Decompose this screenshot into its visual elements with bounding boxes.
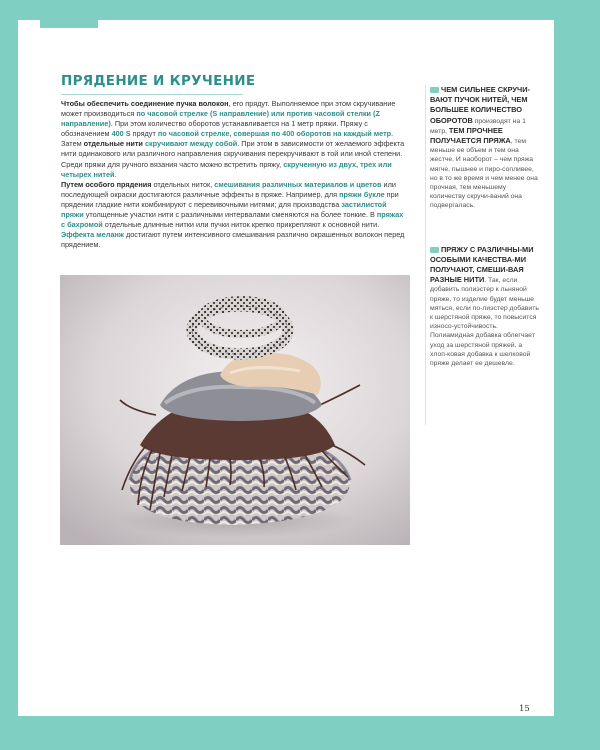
book-page <box>18 20 554 716</box>
text-run: по часовой стрелке, совершая по 400 оборотов на каждый метр <box>157 129 392 139</box>
text-run: Эффекта меланж <box>61 230 124 240</box>
sidebar-note-text <box>430 87 538 209</box>
yarn-stack-illustration <box>60 275 410 545</box>
text-run: ЧЕМ СИЛЬНЕЕ СКРУЧИ-ВАЮТ ПУЧОК НИТЕЙ, ЧЕМ БОЛЬШЕЕ КОЛИЧЕСТВО ОБОРОТОВ <box>430 85 530 125</box>
text-run: застилистой пряжи <box>61 199 387 220</box>
text-run: ПРЯЖУ С РАЗЛИЧНЫ-МИ ОСОБЫМИ КАЧЕСТВА-МИ ПОЛУЧАЮТ, СМЕШИ-ВАЯ РАЗНЫЕ НИТИ <box>430 244 534 285</box>
section-heading: ПРЯДЕНИЕ И КРУЧЕНИЕ <box>61 73 256 89</box>
text-run: по часовой стрелке (S направление) или против часовой стелки (Z направление) <box>61 109 380 129</box>
text-run: Чтобы обеспечить соединение пучка волокон <box>61 99 229 108</box>
text-run: производят на 1 метр, <box>430 117 526 135</box>
sidebar-notes <box>430 85 540 382</box>
text-run: . При этом количество оборотов устанавливается на 1 метр пряжи. Пряжу с обозначением <box>61 119 368 139</box>
text-run: отдельных ниток, <box>151 179 215 189</box>
note-marker-icon <box>430 87 439 93</box>
text-run: достигают путем интенсивного смешивания различно окрашенных волокон перед прядением. <box>61 230 405 250</box>
paragraph-spinning <box>61 99 409 180</box>
note-marker-icon <box>430 247 439 253</box>
text-run: или последующей окраски достигаются различные эффекты в пряже. Например, для <box>61 179 396 199</box>
text-run: пряжах с бахромой <box>61 210 404 230</box>
text-run: , тем меньше ее объем и тем она жестче. И наоборот – чем пряжа мягче, пышнее и пиро-сопливее, но в то же время и чем менее она прочная, тем меньшему количеству скручи-ваний она подвергалась. <box>430 138 538 210</box>
sidebar-note-twist <box>430 85 540 211</box>
paragraph-effects <box>61 180 409 251</box>
text-run: , его прядут. Выполняемое при этом скручивание может производиться <box>61 99 396 119</box>
text-run: . При этом в зависимости от желаемого эффекта нити одинакового или различного направления скручивания перекручивают в той или иной степени. Среди пряжи для ручного вязания часто можно встретить пряжу, <box>61 139 405 169</box>
sidebar-divider <box>425 85 426 425</box>
yarn-photo <box>60 275 410 545</box>
text-run: смешивания различных материалов и цветов <box>214 179 382 189</box>
heading-underline <box>61 94 243 95</box>
text-run: . Затем <box>61 129 394 149</box>
text-run: утолщенные участки нити с различными интервалами сменяются на более тонкие. В <box>83 210 377 220</box>
text-run: отдельные длинные нитки или пучки ниток крепко прикрепляют к основной нити. <box>102 220 380 230</box>
text-run: при прядении гладкие нити комбинируют с перевивочными нитями; для производства <box>61 189 399 209</box>
text-run: отдельные нити <box>83 139 143 149</box>
text-run: 400 S <box>111 129 131 139</box>
sidebar-note-text <box>430 244 539 368</box>
page-tab-decoration <box>40 20 98 28</box>
text-run: Путем особого прядения <box>61 179 152 189</box>
text-run: . Так, если добавить полиэстер к льняной пряже, то изделие будет меньше мяться, если по-лиэстер добавить к шерстяной пряже, то повысится износо-устойчивость. Полиамидная добавка облегчает уход за шерстяной пряжей, а хлоп-ковая добавка к шелковой пряже делает ее дешевле. <box>430 277 539 368</box>
text-run: скручивают между собой <box>144 139 238 149</box>
text-run: скрученную из двух, трех или четырех нитей <box>61 159 392 179</box>
sidebar-note-blend <box>430 245 540 369</box>
main-text <box>61 99 409 250</box>
text-run: пряжи букле <box>339 189 385 199</box>
text-run: . <box>114 169 117 179</box>
text-run: прядут <box>130 129 158 139</box>
page-number: 15 <box>519 704 530 714</box>
text-run: ТЕМ ПРОЧНЕЕ ПОЛУЧАЕТСЯ ПРЯЖА <box>430 125 511 146</box>
